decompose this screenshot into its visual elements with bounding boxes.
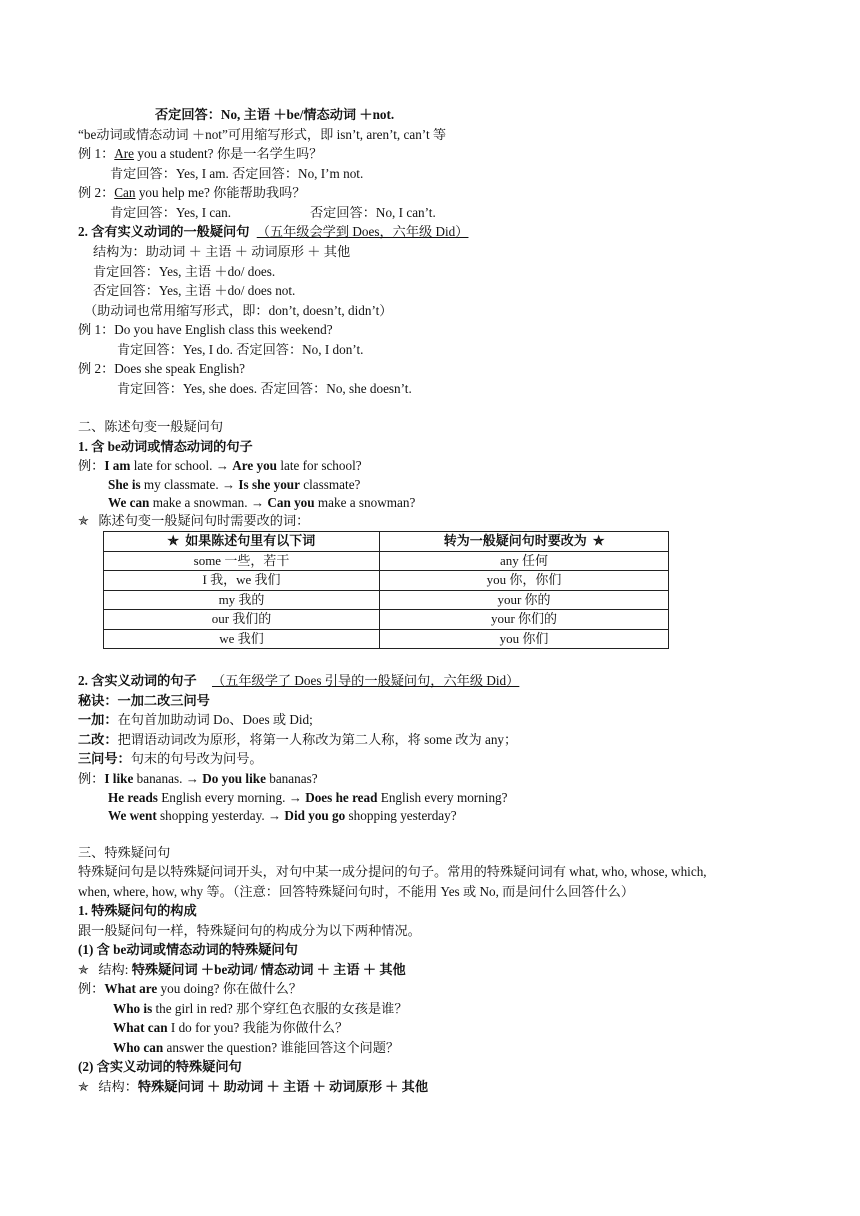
table-cell: some 一些，若干: [104, 551, 380, 571]
table-cell: your 你的: [380, 590, 669, 610]
example-row: Who is the girl in red? 那个穿红色衣服的女孩是谁？: [113, 1001, 408, 1016]
table-row: [104, 629, 669, 649]
underlined-word: Can: [114, 185, 136, 200]
example-1: 例 1：Are you a student? 你是一名学生吗？: [78, 146, 323, 161]
example-row: What can I do for you? 我能为你做什么？: [113, 1020, 349, 1035]
subsection-2-title: 2. 含有实义动词的一般疑问句 （五年级会学到 Does，六年级 Did）: [78, 224, 469, 239]
example-row: He reads English every morning. → Does he read English every morning?: [108, 790, 508, 805]
table-intro: ✯ 陈述句变一般疑问句时需要改的词：: [78, 513, 310, 528]
section-3-sub1-title: 1. 特殊疑问句的构成: [78, 903, 197, 918]
example-2: 例 2：Can you help me? 你能帮助我吗？: [78, 185, 306, 200]
table-cell: I 我，we 我们: [104, 571, 380, 591]
section-3-heading: 三、特殊疑问句: [78, 845, 171, 860]
table-cell: our 我们的: [104, 610, 380, 630]
example-3: 例 1：Do you have English class this weekend?: [78, 322, 333, 337]
positive-rule: 肯定回答：Yes, 主语 ＋do/ does.: [93, 264, 276, 279]
example-row: 例：I like bananas. → Do you like bananas?: [78, 771, 318, 786]
table-row: [104, 551, 669, 571]
tip-1: 一加：在句首加助动词 Do、Does 或 Did;: [78, 712, 313, 727]
section-2-sub2-note: （五年级学了 Does 引导的一般疑问句，六年级 Did）: [211, 673, 520, 688]
contraction-note: “be动词或情态动词 ＋not”可用缩写形式，即 isn’t, aren’t, can’t 等: [78, 127, 447, 142]
example-row: She is my classmate. → Is she your classmate?: [108, 477, 361, 492]
example-2-positive: 肯定回答：Yes, I can.: [110, 205, 232, 220]
example-3-answers: 肯定回答：Yes, I do. 否定回答：No, I don’t.: [117, 342, 364, 357]
section-2-sub2-title: 2. 含实义动词的句子 （五年级学了 Does 引导的一般疑问句，六年级 Did）: [78, 673, 520, 688]
section-3-intro-line-1: 特殊疑问句是以特殊疑问词开头，对句中某一成分提问的句子。常用的特殊疑问词有 what, who, whose, which,: [78, 864, 707, 879]
part-1-structure: ✯ 结构: 特殊疑问词 ＋be动词/ 情态动词 ＋ 主语 ＋ 其他: [78, 962, 406, 977]
example-row: 例：What are you doing? 你在做什么？: [78, 981, 302, 996]
negative-rule: 否定回答：Yes, 主语 ＋do/ does not.: [93, 283, 296, 298]
table-cell: any 任何: [380, 551, 669, 571]
example-4: 例 2：Does she speak English?: [78, 361, 246, 376]
table-row: [104, 571, 669, 591]
star-icon: ✯: [78, 1079, 90, 1094]
table-cell: you 你，你们: [380, 571, 669, 591]
table-cell: you 你们: [380, 629, 669, 649]
underlined-word: Are: [114, 146, 135, 161]
section-3-intro-line-2: when, where, how, why 等。（注意：回答特殊疑问句时，不能用 Yes 或 No, 而是问什么回答什么）: [78, 884, 635, 899]
part-1-title: (1) 含 be动词或情态动词的特殊疑问句: [78, 942, 298, 957]
tip-title: 秘诀：一加二改三问号: [78, 693, 210, 708]
table-cell: my 我的: [104, 590, 380, 610]
table-row: [104, 590, 669, 610]
section-3-sub1-text: 跟一般疑问句一样，特殊疑问句的构成分为以下两种情况。: [78, 923, 421, 938]
table-header-cell: 转为一般疑问句时要改为 ✯: [380, 532, 669, 552]
example-row: Who can answer the question? 谁能回答这个问题？: [113, 1040, 400, 1055]
star-icon: ✯: [167, 533, 179, 549]
structure-rule: 结构为：助动词 ＋ 主语 ＋ 动词原形 ＋ 其他: [93, 244, 351, 259]
table-cell: your 你们的: [380, 610, 669, 630]
section-2-sub1-title: 1. 含 be动词或情态动词的句子: [78, 439, 253, 454]
word-change-table: [103, 531, 669, 649]
example-row: We can make a snowman. → Can you make a snowman?: [108, 495, 416, 510]
section-2-heading: 二、陈述句变一般疑问句: [78, 419, 224, 434]
auxiliary-note: （助动词也常用缩写形式，即：don’t, doesn’t, didn’t）: [84, 303, 393, 318]
star-icon: ✯: [593, 533, 605, 549]
example-row: We went shopping yesterday. → Did you go shopping yesterday?: [108, 808, 457, 823]
table-header-cell: ✯ 如果陈述句里有以下词: [104, 532, 380, 552]
table-header-row: [104, 532, 669, 552]
subsection-2-note: （五年级会学到 Does，六年级 Did）: [256, 224, 469, 239]
tip-2: 二改：把谓语动词改为原形，将第一人称改为第二人称，将 some 改为 any；: [78, 732, 518, 747]
example-1-answers: 肯定回答：Yes, I am. 否定回答：No, I’m not.: [110, 166, 364, 181]
star-icon: ✯: [78, 513, 90, 528]
tip-3: 三问号：句末的句号改为问号。: [78, 751, 263, 766]
part-2-title: (2) 含实义动词的特殊疑问句: [78, 1059, 242, 1074]
star-icon: ✯: [78, 962, 90, 977]
example-4-answers: 肯定回答：Yes, she does. 否定回答：No, she doesn’t.: [117, 381, 412, 396]
example-row: 例：I am late for school. → Are you late for school?: [78, 458, 362, 473]
example-2-negative: 否定回答：No, I can’t.: [310, 205, 436, 220]
table-cell: we 我们: [104, 629, 380, 649]
part-2-structure: ✯ 结构：特殊疑问词 ＋ 助动词 ＋ 主语 ＋ 动词原形 ＋ 其他: [78, 1079, 429, 1094]
table-row: [104, 610, 669, 630]
negative-answer-rule: 否定回答：No, 主语 ＋be/情态动词 ＋not.: [155, 107, 395, 122]
